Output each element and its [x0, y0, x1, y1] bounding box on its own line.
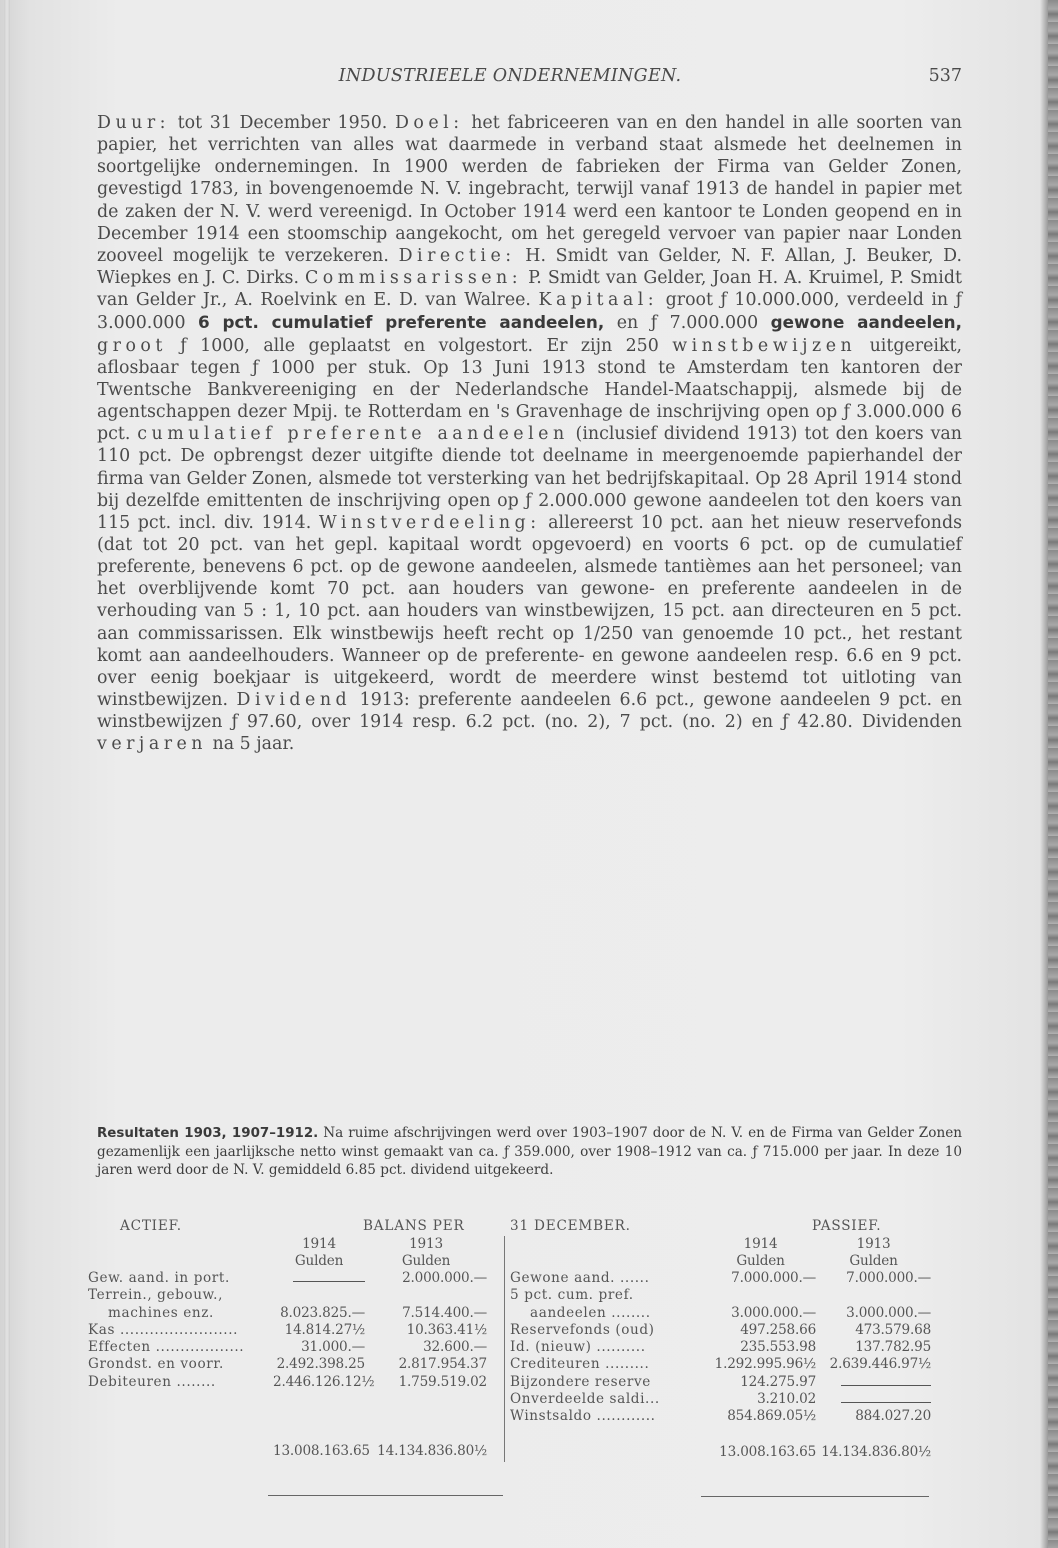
commissarissen-text: P. Smidt van Gelder, Joan H. A. Kruimel, P. Smidt van Gelder Jr., A. Roelvink en E. D. van Walree. [97, 268, 962, 311]
total-1913: 14.134.836.80½ [377, 1443, 487, 1460]
actief-row [88, 1305, 504, 1322]
passief-column [504, 1236, 938, 1462]
kapitaal-text: groot ƒ 10.000.000, verdeeld in ƒ 3.000.000 [97, 290, 963, 334]
passief-row [510, 1270, 938, 1287]
description-paragraph [97, 112, 962, 756]
row-label: Kas ........................ [88, 1321, 239, 1338]
actief-row [88, 1374, 504, 1391]
passief-row [510, 1408, 938, 1425]
value-1914: 2.492.398.25 [276, 1356, 365, 1373]
passief-totals [510, 1442, 938, 1462]
doel-label: Doel: [394, 113, 464, 133]
running-header [98, 66, 962, 90]
results-text: Na ruime afschrijvingen werd over 1903–1907 door de N. V. en de Firma van Gelder Zonen gezamenlijk een jaarlijksche netto winst gemaakt van ca. ƒ 359.000, over 1908–1912 van ca. ƒ 715.000 per jaar. In deze 10 jaren werd door de N. V. gemiddeld 6.85 pct. dividend uitgekeerd. [97, 1125, 962, 1179]
total-rule [701, 1496, 929, 1497]
row-label: aandeelen ........ [530, 1304, 651, 1321]
passief-row [510, 1374, 938, 1391]
value-1914: 124.275.97 [740, 1373, 817, 1390]
total-1913: 14.134.836.80½ [821, 1443, 932, 1460]
page-edge [1048, 0, 1058, 1548]
year-1914: 1914 [743, 1236, 778, 1252]
row-label: Id. (nieuw) .......... [510, 1339, 646, 1356]
empty-dash [816, 1391, 931, 1408]
currency-label: Gulden [294, 1253, 344, 1269]
value-1914: 497.258.66 [740, 1321, 817, 1338]
row-label: Gewone aand. ...... [510, 1270, 650, 1286]
passief-row [510, 1305, 938, 1322]
groot-text: ƒ 1000, alle geplaatst en volgestort. Er zijn 250 [166, 335, 673, 356]
value-1914: 854.869.05½ [727, 1408, 817, 1425]
row-label: Grondst. en voorr. [88, 1356, 224, 1373]
uitgereikt-text: uitgereikt, aflosbaar tegen ƒ 1000 per stuk. Op 13 Juni 1913 stond te Amsterdam ten kantoren der Twentsche Bankvereeniging en der Nederlandsche Handel-Maatschappij, alsmede bij de agentschappen dezer Mpij. te Rotterdam en 's Gravenhage de inschrijving open op ƒ 3.000.000 6 pct. [97, 335, 962, 445]
row-label: Winstsaldo ............ [510, 1408, 656, 1425]
year-1914: 1914 [302, 1236, 336, 1252]
duur-label: Duur: [97, 113, 171, 133]
row-label: 5 pct. cum. pref. [510, 1287, 634, 1304]
duur-text: tot 31 December 1950. [170, 113, 395, 133]
row-label: machines enz. [108, 1304, 214, 1321]
actief-row [88, 1356, 504, 1373]
year-1913: 1913 [856, 1236, 891, 1252]
balance-title-left: BALANS PER [363, 1218, 465, 1234]
actief-totals [88, 1441, 504, 1461]
dividend-text: 1913: preferente aandeelen 6.6 pct., gewone aandeelen 9 pct. en winstbewijzen ƒ 97.60, over 1914 resp. 6.2 pct. (no. 2), 7 pct. (no. 2) en ƒ 42.80. Dividenden [97, 690, 962, 733]
results-heading: Resultaten 1903, 1907–1912. [97, 1126, 319, 1141]
winstverdeeling-text: allereerst 10 pct. aan het nieuw reservefonds (dat tot 20 pct. van het gepl. kapitaal wordt opgevoerd) en voorts 6 pct. op de cumulatief preferente, benevens 6 pct. op de gewone aandeelen, alsmede tantièmes aan het personeel; van het overblijvende komt 70 pct. aan houders van gewone- en preferente aandeelen in de verhouding van 5 : 1, 10 pct. aan houders van winstbewijzen, 15 pct. aan directeuren en 5 pct. aan commissarissen. Elk winstbewijs heeft recht op 1/250 van genoemde 10 pct., het restant komt aan aandeelhouders. Wanneer op de preferente- en gewone aandeelen resp. 6.6 en 9 pct. over eenig boekjaar is uitgekeerd, wordt de meerdere winst bestemd tot uitloting van winstbewijzen. [97, 512, 963, 711]
passief-label: PASSIEF. [812, 1218, 882, 1234]
empty-dash [273, 1270, 365, 1287]
passief-row [510, 1356, 938, 1373]
verjaren-text: na 5 jaar. [207, 734, 295, 755]
value-1913: 884.027.20 [855, 1408, 932, 1425]
preferente-heading: 6 pct. cumulatief preferente aandeelen, [198, 312, 605, 333]
row-label: Reservefonds (oud) [510, 1321, 655, 1338]
value-1913: 32.600.— [423, 1339, 487, 1356]
winstverdeeling-label: Winstverdeeling: [318, 512, 541, 533]
total-1914: 13.008.163.65 [719, 1443, 817, 1460]
kapitaal-label: Kapitaal: [538, 290, 659, 311]
cum-pref-label: cumulatief preferente aandeelen [137, 424, 569, 445]
row-label: Bijzondere reserve [510, 1373, 651, 1390]
value-1914: 31.000.— [301, 1339, 365, 1356]
value-1914: 8.023.825.— [280, 1304, 365, 1321]
value-1914: 2.446.126.12½ [273, 1373, 375, 1390]
value-1913: 473.579.68 [855, 1321, 932, 1338]
actief-row [88, 1322, 504, 1339]
empty-dash [816, 1374, 931, 1391]
gewone-heading: gewone aandeelen, [770, 312, 962, 333]
directie-text: H. Smidt van Gelder, N. F. Allan, J. Beuker, D. Wiepkes en J. C. Dirks. [97, 245, 962, 289]
directie-label: Directie: [398, 245, 516, 266]
passief-row [510, 1391, 938, 1408]
row-label: Onverdeelde saldi... [510, 1391, 660, 1408]
actief-row [88, 1339, 504, 1356]
value-1913: 137.782.95 [855, 1339, 932, 1356]
row-label: Debiteuren ........ [88, 1373, 216, 1390]
value-1913: 1.759.519.02 [398, 1373, 487, 1390]
actief-row [88, 1287, 504, 1304]
passief-row [510, 1322, 938, 1339]
value-1914: 235.553.98 [740, 1339, 817, 1356]
en-text: en ƒ 7.000.000 [604, 313, 771, 334]
actief-row [88, 1270, 504, 1287]
verjaren-label: verjaren [97, 734, 207, 755]
doel-text: het fabriceeren van en den handel in alle soorten van papier, het verrichten van alles wat daarmede in verband staat alsmede het deelnemen in soortgelijke ondernemingen. In 1900 werden de fabrieken der Firma van Gelder Zonen, gevestigd 1783, in bovengenoemde N. V. ingebracht, terwijl vanaf 1913 de handel in papier met de zaken der N. V. werd vereenigd. In October 1914 werd een kantoor te Londen geopend en in December 1914 een stoomschip aangekocht, om het geregeld vervoer van papier naar Londen zooveel mogelijk te verzekeren. [97, 113, 962, 266]
currency-label: Gulden [401, 1253, 451, 1269]
row-label: Effecten .................. [88, 1339, 245, 1356]
value-1913: 7.000.000.— [846, 1270, 932, 1286]
value-1914: 14.814.27½ [284, 1321, 365, 1338]
value-1914: 1.292.995.96½ [714, 1356, 817, 1373]
total-1914: 13.008.163.65 [273, 1443, 370, 1460]
row-label: Crediteuren ......... [510, 1356, 650, 1373]
row-label: Terrein., gebouw., [88, 1287, 224, 1304]
balance-heading [88, 1218, 938, 1236]
currency-label: Gulden [849, 1253, 898, 1269]
results-paragraph [97, 1124, 962, 1180]
value-1913: 10.363.41½ [406, 1321, 487, 1338]
inschrijving-text: (inclusief dividend 1913) tot den koers van 110 pct. De opbrengst dezer uitgifte diende tot deelname in meergenoemde papierhandel der firma van Gelder Zonen, alsmede tot versterking van het bedrijfskapitaal. Op 28 April 1914 stond bij dezelfde emittenten de inschrijving open op ƒ 2.000.000 gewone aandeelen tot den koers van 115 pct. incl. div. 1914. [97, 424, 963, 533]
row-label: Gew. aand. in port. [88, 1270, 230, 1286]
winstbewijzen-label: winstbewijzen [672, 335, 857, 356]
value-1913: 2.639.446.97½ [829, 1356, 932, 1373]
actief-label: ACTIEF. [120, 1218, 182, 1234]
value-1913: 2.000.000.— [402, 1270, 487, 1286]
page-number: 537 [928, 66, 962, 86]
value-1914: 3.000.000.— [731, 1304, 817, 1321]
section-title: INDUSTRIEELE ONDERNEMINGEN. [338, 66, 682, 86]
book-spine-shadow [4, 0, 10, 1548]
balance-sheet [88, 1218, 938, 1462]
total-rule [268, 1495, 503, 1496]
dividend-label: Dividend [236, 690, 352, 711]
currency-label: Gulden [736, 1253, 785, 1269]
actief-column [88, 1236, 504, 1462]
value-1914: 3.210.02 [757, 1391, 817, 1408]
passief-row [510, 1339, 938, 1356]
value-1913: 2.817.954.37 [398, 1356, 487, 1373]
commissarissen-label: Commissarissen: [305, 268, 523, 289]
value-1913: 7.514.400.— [402, 1304, 487, 1321]
groot-label: groot [97, 335, 167, 356]
year-1913: 1913 [409, 1236, 443, 1252]
balance-title-right: 31 DECEMBER. [510, 1218, 631, 1234]
value-1914: 7.000.000.— [731, 1270, 817, 1286]
value-1913: 3.000.000.— [846, 1304, 932, 1321]
passief-row [510, 1287, 938, 1304]
company-description [97, 112, 962, 756]
